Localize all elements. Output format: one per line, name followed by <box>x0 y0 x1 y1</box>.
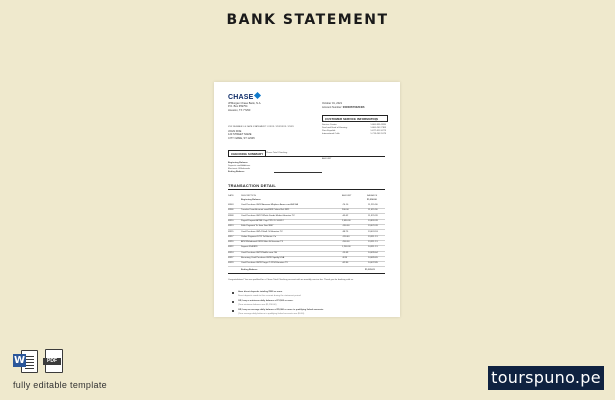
tx-description: Zelle Payment To Jane Doe 9847 <box>241 225 274 228</box>
bank-address-line: JPMorgan Chase Bank, N.A. <box>228 102 262 105</box>
tx-beginning-label: Beginning Balance <box>241 199 261 201</box>
tx-balance: 14,422.85 <box>368 262 378 265</box>
tx-balance: 13,670.28 <box>368 225 378 228</box>
bullet-sub: (Your minimum balance was $1,290.00) <box>238 303 277 306</box>
tx-date: 09/27 <box>228 257 234 259</box>
tx-description: Card Purchase 09/07 Whole Foods Market Houston TX <box>241 214 295 217</box>
tx-amount: 2,450.00 <box>342 219 351 222</box>
tx-balance: 14,511.13 <box>368 246 378 249</box>
table-row <box>228 261 385 267</box>
tx-date: 09/10 <box>228 219 234 222</box>
period-line: XXX NUMBER 0 0 DATE STATEMENT 1 XXXX / XXXXXXX / XXXX <box>228 126 294 128</box>
tx-balance: 11,215.90 <box>368 204 378 206</box>
tx-description: Online Payment 5721 To Electric Co <box>241 235 277 238</box>
bullet-sub: Direct deposits made to this account during the statement period. <box>238 294 302 297</box>
tx-description: Card Purchase 09/23 Netflix.com CA <box>241 251 277 254</box>
octagon-icon <box>253 92 260 99</box>
tx-balance: 11,415.90 <box>368 209 378 212</box>
tx-description: Card Purchase 09/28 Target T-1234 Houston TX <box>241 262 288 265</box>
service-row: Service Center: 1-800-935-9935 <box>322 124 386 126</box>
customer-service-title: CUSTOMER SERVICE INFORMATION <box>322 115 388 122</box>
tx-amount: -15.49 <box>342 251 349 254</box>
tx-balance: 11,370.28 <box>368 214 378 217</box>
bank-name: CHASE <box>228 94 254 101</box>
tx-description: Card Purchase 09/14 Shell Oil Houston TX <box>241 230 283 233</box>
tx-amount: -150.00 <box>342 225 350 228</box>
tx-balance: 13,820.28 <box>368 219 378 222</box>
bullet-heading: OR, keep an average daily balance of $5,000 or more in qualifying linked accounts. <box>238 309 324 311</box>
tx-header-description: DESCRIPTION <box>241 195 256 197</box>
checking-summary-subtitle: Chase Total Checking <box>266 152 288 154</box>
service-row: Deaf and Hard of Hearing: 1-800-242-7383 <box>322 127 386 129</box>
service-row: Web site: Chase.com <box>322 121 386 123</box>
checking-summary-title: CHECKING SUMMARY <box>228 150 266 157</box>
account-number-row <box>322 106 364 109</box>
tx-balance: 14,485.65 <box>368 257 378 259</box>
summary-row: Electronic Withdrawals <box>228 168 251 170</box>
tx-balance: 13,511.13 <box>368 235 378 238</box>
tx-balance: 13,631.53 <box>368 230 378 233</box>
amount-header: AMOUNT <box>322 158 332 160</box>
statement-date: October 01, 2021 <box>322 102 343 105</box>
tx-amount: -62.80 <box>342 262 349 265</box>
tx-amount: -200.00 <box>342 241 350 244</box>
tx-date: 09/29 <box>228 262 234 265</box>
customer-service-table <box>322 121 386 136</box>
bank-address-line: P.O. Box 659754 <box>228 105 248 109</box>
bullet-sub: (Your average daily balance in qualifying linked accounts was $0.00) <box>238 312 305 315</box>
summary-rows <box>228 162 250 174</box>
tx-date: 09/06 <box>228 209 234 212</box>
customer-line: 123 STREET NAME <box>228 133 252 137</box>
tx-description: Transfer From Account xxxx4908 Online Ref 4821 <box>241 209 290 212</box>
tx-balance: 13,311.13 <box>368 241 378 244</box>
transaction-detail-title: TRANSACTION DETAIL <box>228 183 276 188</box>
bullet-heading: Have direct deposits totaling $500 or more. <box>238 291 283 293</box>
caption: fully editable template <box>13 380 107 390</box>
notice-text: Congratulations! You are qualified for a Chase Total Checking account with no monthly service fee. Thank you for banking with us. <box>228 279 354 281</box>
bank-logo <box>228 93 260 101</box>
bullet-heading: OR, keep a minimum daily balance of $1,500 or more. <box>238 300 294 302</box>
summary-row: Beginning Balance <box>228 162 248 164</box>
tx-amount: -74.10 <box>342 204 349 206</box>
pdf-file-icon[interactable]: PDF <box>43 349 63 373</box>
tx-date: 09/20 <box>228 241 234 244</box>
account-number-label: Account Number: <box>322 105 343 109</box>
service-row: Para Español: 1-877-312-4273 <box>322 130 386 132</box>
tx-balance: 14,495.64 <box>368 251 378 254</box>
tx-date: 09/08 <box>228 214 234 217</box>
summary-row: Ending Balance <box>228 171 245 173</box>
tx-ending-balance: $1,329.23 <box>365 269 375 271</box>
account-number: 000000576320406 <box>342 105 365 109</box>
bank-statement-document <box>214 82 400 317</box>
tx-header-balance: BALANCE <box>367 195 378 197</box>
tx-description: Card Purchase 09/02 Amazon Mktplace Amzn.com/Bill WA <box>241 204 298 206</box>
bank-address <box>228 102 261 112</box>
tx-amount: -9.99 <box>342 257 347 259</box>
tx-amount: -38.75 <box>342 230 349 233</box>
customer-address <box>228 130 255 140</box>
tx-date: 09/13 <box>228 225 234 228</box>
tx-amount: 200.00 <box>342 209 349 212</box>
service-row: International Calls: 1-713-262-1679 <box>322 133 386 135</box>
tx-description: Payroll Deposit ACME Corp PPD ID 100012 <box>241 219 284 222</box>
tx-date: 09/24 <box>228 251 234 254</box>
tx-amount: 1,200.00 <box>342 246 351 249</box>
brand-badge[interactable]: tourspuno.pe <box>488 366 604 390</box>
tx-date: 09/17 <box>228 235 234 238</box>
tx-date: 09/15 <box>228 230 234 233</box>
page-title: BANK STATEMENT <box>226 12 389 28</box>
tx-beginning-balance: $1,290.00 <box>367 199 377 201</box>
bank-address-line: Houston, TX 77290 <box>228 108 251 112</box>
tx-description: Recurring Card Purchase 09/26 Spotify USA <box>241 257 285 259</box>
tx-description: ATM Withdrawal 09/20 Main St Houston TX <box>241 241 284 244</box>
summary-row: Deposits and Additions <box>228 165 251 167</box>
tx-amount: -45.62 <box>342 214 349 217</box>
tx-date: 09/03 <box>228 204 234 206</box>
tx-header-amount: AMOUNT <box>342 195 352 197</box>
tx-header-date: DATE <box>228 195 234 197</box>
customer-line: JOHN DOE <box>228 130 242 133</box>
customer-line: CITY NAME, ST 12345 <box>228 136 255 140</box>
tx-ending-label: Ending Balance <box>241 269 258 271</box>
word-file-icon[interactable]: W <box>13 349 37 373</box>
tx-description: Deposit 5540891 <box>241 246 258 249</box>
tx-amount: -120.40 <box>342 235 350 238</box>
tx-date: 09/22 <box>228 246 234 249</box>
